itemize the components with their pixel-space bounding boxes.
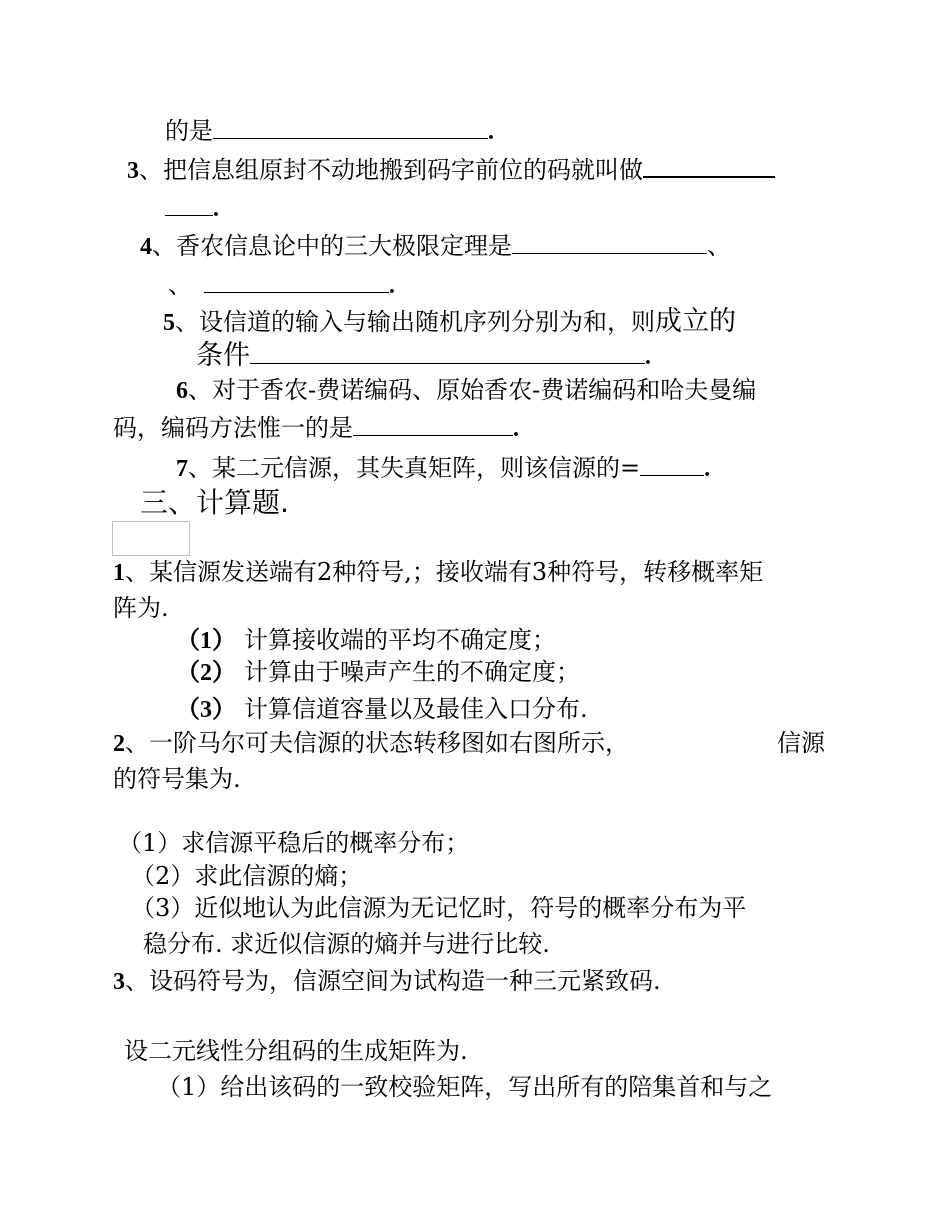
q2-tail-line xyxy=(165,116,494,147)
q5-number: 5 xyxy=(163,310,175,336)
section-heading: 三、计算题. xyxy=(140,486,289,519)
p2-line1-right: 信源 xyxy=(777,729,825,757)
p3-text: 、设码符号为，信源空间为试构造一种三元紧致码. xyxy=(125,967,661,995)
p2-sub3-line2: 稳分布. 求近似信源的熵并与进行比较. xyxy=(143,930,550,958)
q4-number: 4 xyxy=(140,234,152,260)
p1-sub1-text: 计算接收端的平均不确定度； xyxy=(244,626,556,654)
p1-text: 、某信源发送端有2种符号,；接收端有3种符号，转移概率矩 xyxy=(125,558,764,586)
p2-sub2: （2）求此信源的熵； xyxy=(131,862,363,890)
p1-sub2-number: （2） xyxy=(176,660,236,686)
q3-number: 3 xyxy=(127,158,139,184)
p2-sub3-line1: （3）近似地认为此信源为无记忆时，符号的概率分布为平 xyxy=(131,894,747,922)
q7-number: 7 xyxy=(176,456,188,482)
period: . xyxy=(389,273,395,299)
q6-line2 xyxy=(113,413,519,444)
answer-blank xyxy=(213,116,488,139)
p1-text-line2: 阵为. xyxy=(113,594,169,622)
answer-blank xyxy=(353,413,513,436)
q4-separator: 、 xyxy=(707,232,731,260)
p2-number: 2 xyxy=(113,731,125,757)
period: . xyxy=(488,119,494,145)
answer-blank xyxy=(250,341,645,364)
q6-line1 xyxy=(176,376,756,406)
p1-sub3 xyxy=(176,695,588,725)
answer-blank xyxy=(204,270,389,293)
p3-line xyxy=(113,967,661,997)
p2-sub1: （1）求信源平稳后的概率分布； xyxy=(118,829,470,857)
p1-line1 xyxy=(113,558,763,588)
q6-text: 、对于香农-费诺编码、原始香农-费诺编码和哈夫曼编 xyxy=(188,376,757,404)
q4-separator: 、 xyxy=(168,271,192,299)
answer-blank xyxy=(643,154,775,178)
q3-line1 xyxy=(127,154,775,186)
p2-text: 、一阶马尔可夫信源的状态转移图如右图所示， xyxy=(125,729,629,757)
q5-condition-label: 条件 xyxy=(196,340,250,371)
p1-sub1-number: （1） xyxy=(176,628,236,654)
q5-text-large: 成立的 xyxy=(655,306,736,337)
period: . xyxy=(645,344,651,370)
q6-number: 6 xyxy=(176,378,188,404)
q2-tail-text: 的是 xyxy=(165,117,213,145)
q3-line2 xyxy=(165,193,219,224)
q3-text: 、把信息组原封不动地搬到码字前位的码就叫做 xyxy=(139,156,643,184)
q7-text: 、某二元信源，其失真矩阵，则该信源的= xyxy=(188,454,641,482)
p4-sub1: （1）给出该码的一致校验矩阵，写出所有的陪集首和与之 xyxy=(157,1073,773,1101)
p1-sub3-text: 计算信道容量以及最佳入口分布. xyxy=(244,695,588,723)
image-placeholder-box xyxy=(112,521,190,556)
q7-line xyxy=(176,453,710,484)
answer-blank xyxy=(640,453,704,476)
q4-text: 、香农信息论中的三大极限定理是 xyxy=(152,232,512,260)
p2-line1 xyxy=(113,729,629,759)
p1-sub2 xyxy=(176,658,580,688)
p1-number: 1 xyxy=(113,560,125,586)
p1-sub1 xyxy=(176,626,556,656)
p4-line: 设二元线性分组码的生成矩阵为. xyxy=(124,1037,468,1065)
p3-number: 3 xyxy=(113,969,125,995)
period: . xyxy=(513,416,519,442)
p1-sub2-text: 计算由于噪声产生的不确定度； xyxy=(244,658,580,686)
q6-text-line2: 码，编码方法惟一的是 xyxy=(113,414,353,442)
p1-line2 xyxy=(113,594,169,623)
answer-blank xyxy=(512,231,707,254)
period: . xyxy=(704,456,711,482)
p1-sub3-number: （3） xyxy=(176,697,236,723)
q5-line2 xyxy=(196,340,651,372)
q4-line1 xyxy=(140,231,731,262)
p2-line2: 的符号集为. xyxy=(113,765,241,793)
q5-text: 、设信道的输入与输出随机序列分别为和，则 xyxy=(175,308,655,336)
period: . xyxy=(213,196,219,222)
answer-blank xyxy=(165,193,213,216)
q5-line1 xyxy=(163,306,736,338)
q4-line2 xyxy=(168,270,395,301)
